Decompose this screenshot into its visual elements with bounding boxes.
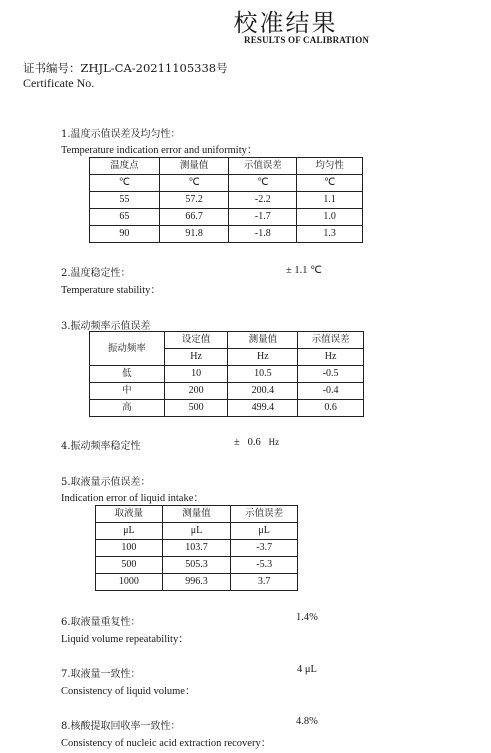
vibration-stability-number: 0.6 (247, 437, 261, 448)
table-header-cell: 设定值 (164, 332, 228, 349)
temperature-table (89, 157, 363, 243)
liquid-intake-table (95, 505, 298, 591)
table-unit-cell: ℃ (297, 175, 363, 192)
table-unit-cell: ℃ (159, 175, 229, 192)
table-cell: 200.4 (228, 383, 298, 400)
table-unit-cell: ℃ (90, 175, 160, 192)
repeatability-value: 1.4% (296, 612, 318, 623)
table-unit-cell: Hz (298, 349, 364, 366)
table-cell: 103.7 (162, 540, 231, 557)
table-cell: 200 (164, 383, 228, 400)
table-header-row (90, 158, 363, 175)
table-header-cell: 测量值 (228, 332, 298, 349)
table-cell: 1.1 (297, 192, 363, 209)
table-header-cell: 示值误差 (231, 506, 298, 523)
table-cell: 500 (164, 400, 228, 417)
table-row (90, 192, 363, 209)
section4-title-zh: 4.振动频率稳定性 (61, 441, 141, 452)
table-cell: 高 (90, 400, 165, 417)
certificate-number-value: ZHJL-CA-20211105338号 (80, 61, 228, 75)
table-cell: 65 (90, 209, 160, 226)
table-cell: -2.2 (229, 192, 297, 209)
table-cell: 55 (90, 192, 160, 209)
table-cell: 低 (90, 366, 165, 383)
table-cell: 499.4 (228, 400, 298, 417)
table-cell: 500 (96, 557, 163, 574)
table-header-row (90, 332, 364, 349)
section6-title-en: Liquid volume repeatability： (61, 634, 189, 645)
section5-title-en: Indication error of liquid intake： (61, 493, 204, 504)
table-row (90, 400, 364, 417)
table-cell: -5.3 (231, 557, 298, 574)
certificate-label-en: Certificate No. (23, 76, 95, 90)
table-unit-row (90, 175, 363, 192)
section3-title-zh: 3.振动频率示值误差 (61, 321, 151, 332)
table-header-cell: 均匀性 (297, 158, 363, 175)
table-cell: -1.7 (229, 209, 297, 226)
vibration-frequency-table (89, 331, 364, 417)
table-cell: 66.7 (159, 209, 229, 226)
table-unit-cell: Hz (228, 349, 298, 366)
section8-title-zh: 8.核酸提取回收率一致性： (61, 721, 181, 732)
section2-title-en: Temperature stability： (61, 285, 161, 296)
table-cell: 996.3 (162, 574, 231, 591)
table-cell: -0.4 (298, 383, 364, 400)
table-unit-row (96, 523, 298, 540)
table-row (96, 574, 298, 591)
section8-title-en: Consistency of nucleic acid extraction recovery： (61, 738, 272, 749)
section5-title-zh: 5.取液量示值误差： (61, 477, 151, 488)
table-header-cell: 测量值 (162, 506, 231, 523)
table-cell: -3.7 (231, 540, 298, 557)
table-row (90, 383, 364, 400)
section2-title-zh: 2.温度稳定性： (61, 268, 131, 279)
table-cell: 57.2 (159, 192, 229, 209)
vibration-stability-unit: Hz (268, 437, 280, 447)
table-row (90, 226, 363, 243)
table-cell: -0.5 (298, 366, 364, 383)
table-unit-cell: Hz (164, 349, 228, 366)
table-header-cell: 测量值 (159, 158, 229, 175)
table-row (90, 366, 364, 383)
table-header-cell: 取液量 (96, 506, 163, 523)
table-cell: 91.8 (159, 226, 229, 243)
table-header-cell: 示值误差 (298, 332, 364, 349)
table-cell: 10 (164, 366, 228, 383)
table-header-cell: 温度点 (90, 158, 160, 175)
table-cell: 1.3 (297, 226, 363, 243)
table-unit-cell: μL (162, 523, 231, 540)
certificate-number (23, 60, 228, 76)
vibration-stability-value (234, 437, 279, 448)
temperature-stability-value: ± 1.1 ℃ (286, 265, 322, 276)
section1-title-zh: 1.温度示值误差及均匀性： (61, 129, 181, 140)
plus-minus-sign: ± (234, 437, 240, 448)
table-row (96, 540, 298, 557)
table-cell: 10.5 (228, 366, 298, 383)
extraction-recovery-value: 4.8% (296, 716, 318, 727)
table-cell: 0.6 (298, 400, 364, 417)
table-unit-cell: μL (231, 523, 298, 540)
table-cell: -1.8 (229, 226, 297, 243)
table-header-cell: 示值误差 (229, 158, 297, 175)
section6-title-zh: 6.取液量重复性： (61, 617, 141, 628)
table-cell: 1000 (96, 574, 163, 591)
table-cell: 505.3 (162, 557, 231, 574)
section7-title-en: Consistency of liquid volume： (61, 686, 196, 697)
section7-title-zh: 7.取液量一致性： (61, 669, 141, 680)
table-row-header-cell: 振动频率 (90, 332, 165, 366)
page-subtitle: RESULTS OF CALIBRATION (244, 35, 370, 45)
consistency-volume-value: 4 μL (297, 664, 317, 675)
table-cell: 90 (90, 226, 160, 243)
table-unit-cell: ℃ (229, 175, 297, 192)
table-unit-cell: μL (96, 523, 163, 540)
table-cell: 3.7 (231, 574, 298, 591)
table-cell: 100 (96, 540, 163, 557)
table-row (90, 209, 363, 226)
table-cell: 1.0 (297, 209, 363, 226)
section1-title-en: Temperature indication error and uniformity： (61, 145, 258, 156)
page-title: 校准结果 (233, 9, 338, 37)
table-header-row (96, 506, 298, 523)
table-cell: 中 (90, 383, 165, 400)
table-row (96, 557, 298, 574)
certificate-label-zh: 证书编号： (23, 61, 81, 75)
